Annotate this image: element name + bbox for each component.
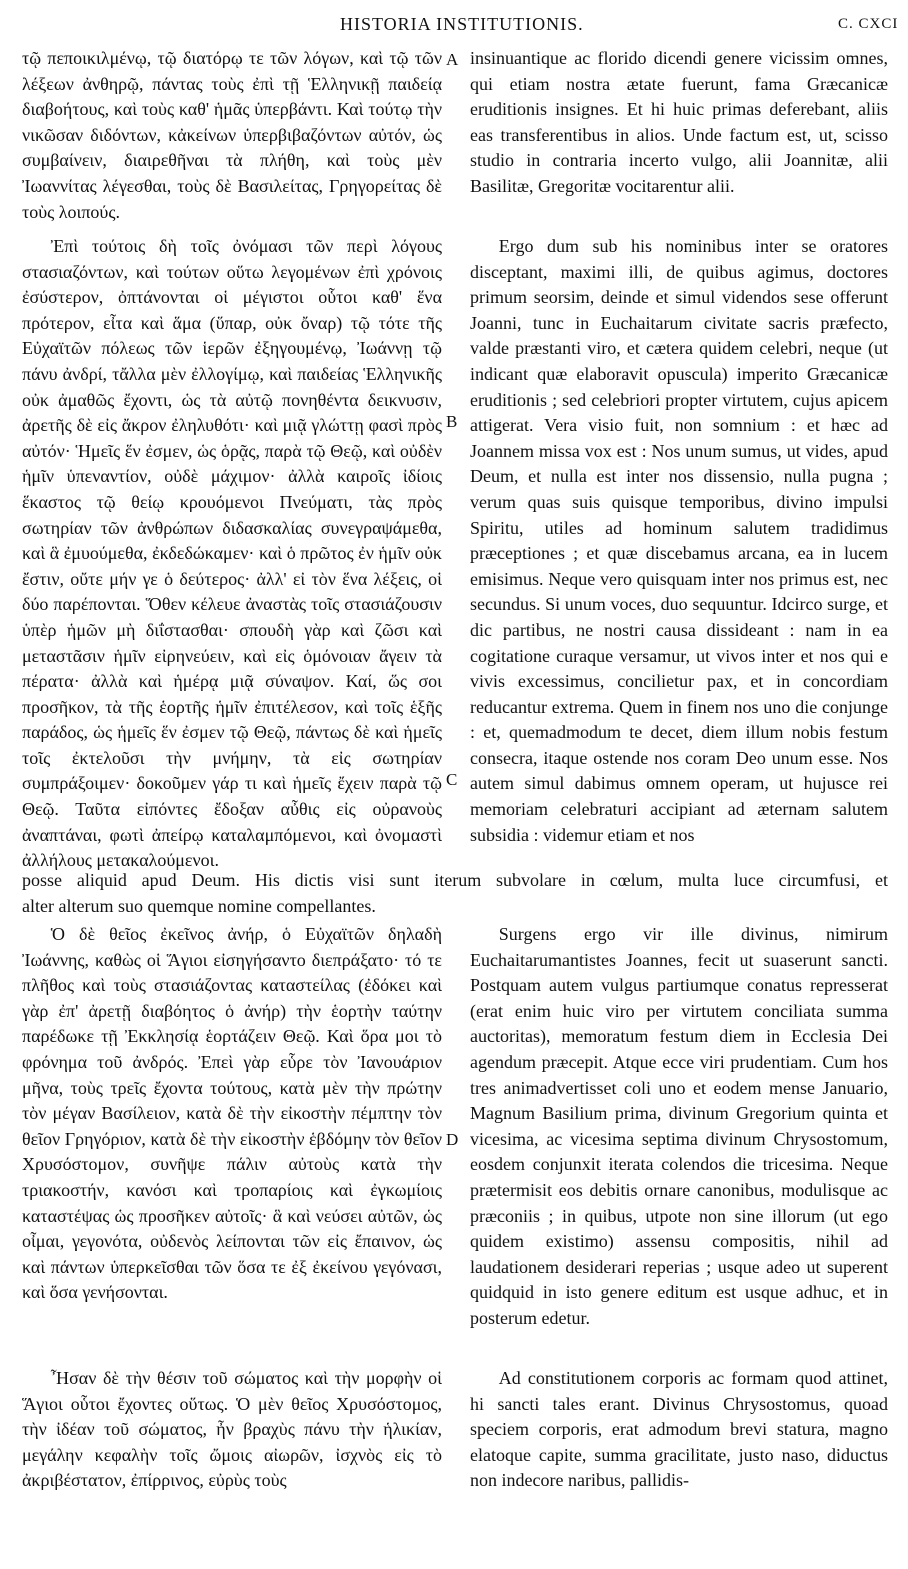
latin-paragraph-4: Ad constitutionem corporis ac formam quod attinet, hi sancti tales erant. Divinus Chrysostomus, quoad speciem corporis, erat admodum brevi statura, magno elatoque capite, summa gracilitate, justo naso, diductus non indecore naribus, pallidis- (470, 1368, 888, 1491)
greek-column-bottom (22, 1366, 442, 1494)
section-marker-b: B (446, 412, 458, 431)
latin-paragraph-3: Surgens ergo vir ille divinus, nimirum Euchaitarumantistes Joannes, fecit ut suaserunt sancti. Postquam autem vulgus partiumque conatus represserat (erat enim huic viro per virtutem conciliata summa auctoritas), memoratum festum diem in Ecclesia Dei agendum præcepit. Atque ecce viri prudentiam. Cum hos tres animadvertisset coli uno et eodem mense Januario, Magnum Basilium prima, divinum Gregorium quinta et vicesima, ac vicesima septima divinum Chrysostomum, eosdem conjunxit iterata colendos die tricesima. Neque prætermisit eos debitis ornare canonibus, modulisque ac præconiis ; in quibus, utpote non sine illorum (ut ego quidem existimo) assensu compositis, nihil ad laudationem desiderari reperias ; usque adeo ut superent quidquid in isto genere editum est usque adhuc, et in posterum edetur. (470, 924, 888, 1328)
greek-paragraph-1: τῷ πεποικιλμένῳ, τῷ διατόρῳ τε τῶν λόγων, καὶ τῷ τῶν λέξεων ἀνθηρῷ, πάντας τοὺς ἐπὶ τῇ Ἑλληνικῇ παιδείᾳ διαβοήτους, καὶ τοὺς καθ' ἡμᾶς ὑπερβάντι. Καὶ τούτῳ τὴν νικῶσαν διδόντων, κἀκείνων ὑπερβιβαζόντων αὐτόν, ὡς συμβαίνειν, διαιρεθῆναι τὰ πλήθη, καὶ τοὺς μὲν Ἰωαννίτας λέγεσθαι, τοὺς δὲ Βασιλείτας, Γρηγορείτας δὲ τοὺς λοιπούς. (22, 48, 442, 222)
latin-column-top (470, 46, 888, 200)
section-marker-d: D (446, 1130, 459, 1149)
greek-paragraph-4: Ἦσαν δὲ τὴν θέσιν τοῦ σώματος καὶ τὴν μορφὴν οἱ Ἅγιοι οὗτοι ἔχοντες οὕτως. Ὁ μὲν θεῖος Χρυσόστομος, τὴν ἰδέαν τοῦ σώματος, ἦν βραχὺς πάνυ τὴν ἡλικίαν, μεγάλην κεφαλὴν τοῖς ὤμοις αἰωρῶν, ἰσχνὸς εἰς τὸ ἀκριβέστατον, ἐπίρρινος, εὐρὺς τοὺς (22, 1368, 442, 1491)
latin-column-middle (470, 234, 888, 848)
latin-column-lower (470, 922, 888, 1332)
page-number: C. CXCI (838, 16, 899, 32)
greek-column-lower (22, 922, 442, 1306)
greek-paragraph-3: Ὁ δὲ θεῖος ἐκεῖνος ἀνήρ, ὁ Εὐχαϊτῶν δηλαδὴ Ἰωάννης, καθὼς οἱ Ἅγιοι εἰσηγήσαντο διεπράξατο· τό τε πλῆθος καὶ τοὺς στασιάζοντας καταστείλας (ἐδόκει καὶ γὰρ ἐπ' ἀρετῇ διαβόητος ὁ ἀνήρ) τὴν ἑορτὴν ταύτην παρέδωκε τῇ Ἐκκλησίᾳ ἑορτάζειν Θεῷ. Καὶ ὅρα μοι τὸ φρόνημα τοῦ ἀνδρός. Ἐπεὶ γὰρ εὗρε τὸν Ἰανουάριον μῆνα, τοὺς τρεῖς ἔχοντα τούτους, κατὰ μὲν τὴν πρώτην τὸν μέγαν Βασίλειον, κατὰ δὲ τὴν εἰκοστὴν πέμπτην τὸν θεῖον Γρηγόριον, κατὰ δὲ τὴν εἰκοστὴν ἑβδόμην τὸν θεῖον Χρυσόστομον, συνῆψε πάλιν αὐτοὺς κατὰ τὴν τριακοστήν, κανόσι καὶ τροπαρίοις καὶ ἐγκωμίοις καταστέψας ὡς προσῆκεν αὐτοῖς· ἃ καὶ νεύσει αὐτῶν, ὡς οἶμαι, γεγονότα, οὐδενὸς λείπονται τῶν εἰς ἔπαινον, ὡς καὶ πάντων ὑπερκεῖσθαι τῶν ὅσα τε ἐξ ἐκείνου γεγόνασι, καὶ ὅσα γενήσονται. (22, 924, 442, 1303)
greek-column-top (22, 46, 442, 225)
section-marker-c: C (446, 770, 458, 789)
latin-spanning-line-2: alter alterum suo quemque nomine compellantes. (22, 896, 376, 916)
running-header (0, 0, 908, 40)
section-marker-a: A (446, 50, 459, 69)
latin-column-bottom (470, 1366, 888, 1494)
latin-paragraph-1: insinuantique ac florido dicendi genere vicissim omnes, qui etiam nostra ætate fuerunt, fama Græcanicæ eruditionis insignes. Et hi huic primas deferebant, aliis eas transferentibus in alios. Unde factum est, ut, scisso studio in contraria incerto vulgo, alii Joannitæ, alii Basilitæ, Gregoritæ vocitarentur alii. (470, 48, 888, 196)
latin-spanning-line-1: posse aliquid apud Deum. His dictis visi sunt iterum subvolare in cœlum, multa luce circumfusi, et (22, 870, 888, 890)
greek-column-middle (22, 234, 442, 874)
latin-paragraph-2: Ergo dum sub his nominibus inter se oratores disceptant, maximi illi, de quibus agimus, doctores primum seorsim, deinde et simul videndos sese offerunt Joanni, tunc in Euchaitarum civitate sacris præfecto, valde præstanti viro, et cætera quidem celebri, neque (ut indicant quæ elaboravit opuscula) imperito Græcanicæ eruditionis ; sed celebriori propter virtutem, cujus apicem attigerat. Vera visio fuit, non somnium : et hæc ad Joannem missa vox est : Nos unum sumus, ut vides, apud Deum, et nulla est inter nos dissensio, nulla pugna ; verum quas suis quisque temporibus, divino impulsi Spiritu, utiles ad hominum salutem tradidimus præceptiones ; et quæ discebamus arcana, ea in lucem emisimus. Neque vero quisquam inter nos primus est, nec secundus. Si unum voces, duo sequuntur. Idcirco surge, et dic partibus, ne nostri causa dissideant : nam in ea cogitatione curaque versamur, ut vivos inter et nos qui e vivis excessimus, concilietur pax, et in concordiam reducantur extrema. Quem in finem nos uno die conjunge : et, quemadmodum te decet, diem illum nobis festum consecra, itaque ostende nos coram Deo unum esse. Nos autem simul dabimus omnem operam, ut hujusce rei memoriam celebraturi accipiant ad æternam salutem subsidia : videmur etiam et nos (470, 236, 888, 845)
page-title: HISTORIA INSTITUTIONIS. (340, 14, 584, 34)
greek-paragraph-2: Ἐπὶ τούτοις δὴ τοῖς ὀνόμασι τῶν περὶ λόγους στασιαζόντων, καὶ τούτων οὕτω λεγομένων ἐπὶ χρόνοις ἐσύστερον, ὀπτάνονται οἱ μέγιστοι οὗτοι καθ' ἕνα πρότερον, εἶτα καὶ ἅμα (ὕπαρ, οὐκ ὄναρ) τῷ τότε τῆς Εὐχαϊτῶν πόλεως τῶν ἱερῶν ἐξηγουμένῳ, Ἰωάννῃ τῷ πάνυ ἀνδρί, τἄλλα μὲν ἐλλογίμῳ, καὶ παιδείας Ἑλληνικῆς οὐκ ἀμαθῶς ἔχοντι, ὡς τὰ αὐτῷ πονηθέντα δεικνυσιν, ἀρετῆς δὲ εἰς ἄκρον ἐληλυθότι· καὶ μιᾷ γλώττῃ φασὶ πρὸς αὐτόν· Ἡμεῖς ἕν ἐσμεν, ὡς ὁρᾷς, παρὰ τῷ Θεῷ, καὶ οὐδὲν ἡμῖν ὑπεναντίον, οὐδὲ μάχιμον· ἀλλὰ καιροῖς ἰδίοις ἕκαστος τῷ θείῳ κρουόμενοι Πνεύματι, τὰς πρὸς σωτηρίαν τῶν ἀνθρώπων διδασκαλίας συνεγραψάμεθα, καὶ ἃ ἐμυούμεθα, ἐκδεδώκαμεν· καὶ ὁ πρῶτος ἐν ἡμῖν οὐκ ἔστιν, οὔτε μήν γε ὁ δεύτερος· ἀλλ' εἰ τὸν ἕνα λέξεις, οἱ δύο παρέπονται. Ὅθεν κέλευε ἀναστὰς τοῖς στασιάζουσιν ὑπὲρ ἡμῶν μὴ διΐστασθαι· σπουδὴ γὰρ καὶ ζῶσι καὶ μεταστᾶσιν ἡμῖν εἰρηνεύειν, καὶ εἰς ὁμόνοιαν ἄγειν τὰ πέρατα· ἀλλὰ καὶ ἡμέρᾳ μιᾷ σύναψον. Καί, ὥς σοι προσῆκον, τὰ τῆς ἑορτῆς ἡμῖν ἐπιτέλεσον, καὶ τοῖς ἑξῆς παράδος, ὡς ἡμεῖς ἕν ἐσμεν τῷ Θεῷ, πάντως δὲ καὶ ἡμεῖς τοῖς ἐκτελοῦσι τὴν μνήμην, τὰ εἰς σωτηρίαν συμπράξοιμεν· δοκοῦμεν γάρ τι καὶ ἡμεῖς ἔχειν παρὰ τῷ Θεῷ. Ταῦτα εἰπόντες ἔδοξαν αὖθις εἰς οὐρανοὺς ἀναπτάναι, φωτὶ ἀπείρῳ καταλαμπόμενοι, καὶ ὀνομαστὶ ἀλλήλους μετακαλούμενοι. (22, 236, 442, 871)
